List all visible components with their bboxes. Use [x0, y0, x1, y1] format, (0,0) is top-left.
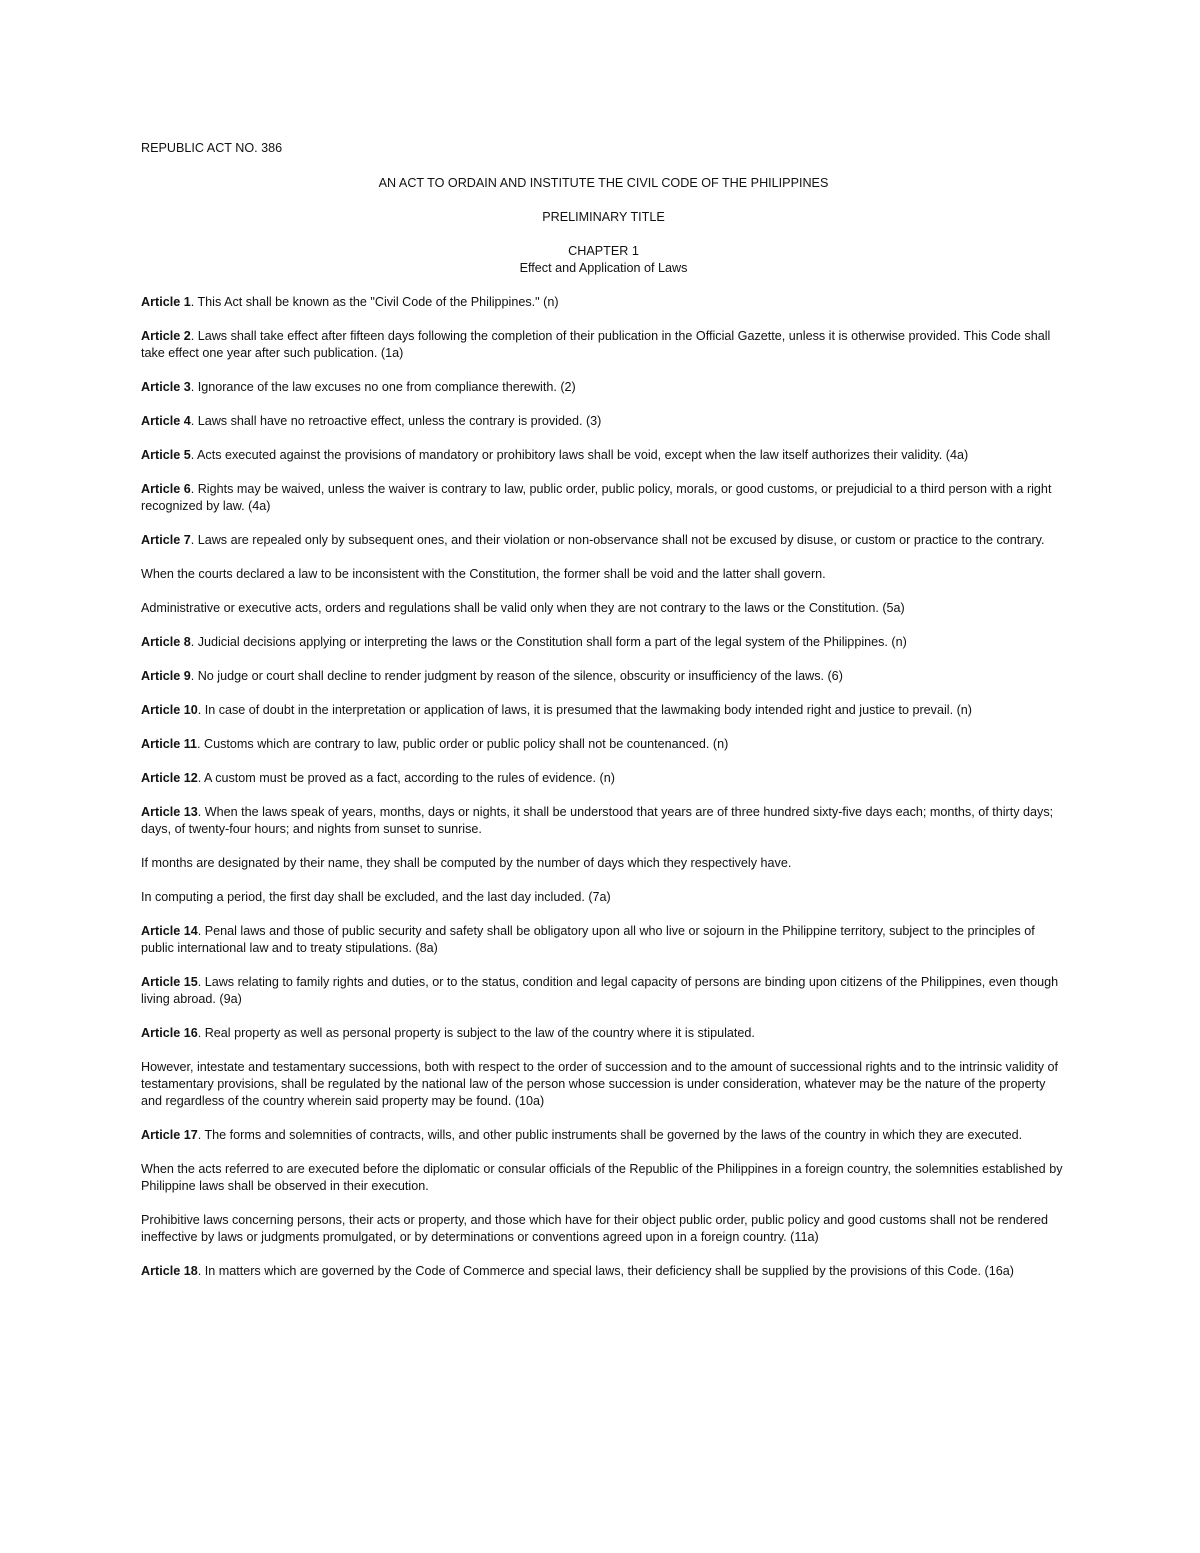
document-title: AN ACT TO ORDAIN AND INSTITUTE THE CIVIL CODE OF THE PHILIPPINES: [378, 176, 829, 190]
continuation-paragraph: [141, 600, 1066, 617]
continuation-paragraph: [141, 566, 1066, 583]
article-text: . Real property as well as personal property is subject to the law of the country where it is stipulated.: [197, 1026, 755, 1040]
article-label: Article 3: [141, 380, 191, 394]
article-label: Article 6: [141, 482, 191, 496]
article-text: When the courts declared a law to be inconsistent with the Constitution, the former shall be void and the latter shall govern.: [141, 567, 826, 581]
act-number: REPUBLIC ACT NO. 386: [141, 141, 283, 155]
article-text: . Laws shall have no retroactive effect, unless the contrary is provided. (3): [190, 414, 602, 428]
article-label: Article 18: [141, 1264, 198, 1278]
article-text: . Penal laws and those of public security and safety shall be obligatory upon all who live or sojourn in the Philippine territory, subject to the principles of public international law and to treaty stipulations. (8a): [141, 924, 1035, 955]
article-text: . Rights may be waived, unless the waiver is contrary to law, public order, public policy, morals, or good customs, or prejudicial to a third person with a right recognized by law. (4a): [141, 482, 1052, 513]
article-paragraph: [141, 481, 1066, 515]
article-paragraph: [141, 702, 1066, 719]
article-text: When the acts referred to are executed before the diplomatic or consular officials of the Republic of the Philippines in a foreign country, the solemnities established by Philippine laws shall be observed in their execution.: [141, 1162, 1063, 1193]
article-label: Article 13: [141, 805, 198, 819]
article-paragraph: [141, 668, 1066, 685]
article-text: Prohibitive laws concerning persons, their acts or property, and those which have for their object public order, public policy and good customs shall not be rendered ineffective by laws or judgments promulgated, or by determinations or conventions agreed upon in a foreign country. (11a): [141, 1213, 1049, 1244]
article-text: . A custom must be proved as a fact, according to the rules of evidence. (n): [197, 771, 615, 785]
article-label: Article 17: [141, 1128, 198, 1142]
article-paragraph: [141, 532, 1066, 549]
article-label: Article 7: [141, 533, 191, 547]
continuation-paragraph: [141, 1059, 1066, 1110]
chapter-heading: CHAPTER 1: [568, 244, 639, 258]
article-text: If months are designated by their name, they shall be computed by the number of days which they respectively have.: [141, 856, 792, 870]
continuation-paragraph: [141, 855, 1066, 872]
article-label: Article 5: [141, 448, 191, 462]
preliminary-title: PRELIMINARY TITLE: [542, 210, 665, 224]
article-paragraph: [141, 923, 1066, 957]
article-text: However, intestate and testamentary successions, both with respect to the order of succession and to the amount of successional rights and to the intrinsic validity of testamentary provisions, shall be regulated by the national law of the person whose succession is under consideration, whatever may be the nature of the property and regardless of the country wherein said property may be found. (10a): [141, 1060, 1059, 1108]
article-label: Article 8: [141, 635, 191, 649]
article-text: In computing a period, the first day shall be excluded, and the last day included. (7a): [141, 890, 611, 904]
article-text: . Laws shall take effect after fifteen days following the completion of their publication in the Official Gazette, unless it is otherwise provided. This Code shall take effect one year after such publication. (1a): [141, 329, 1051, 360]
article-label: Article 16: [141, 1026, 198, 1040]
chapter-title: Effect and Application of Laws: [519, 261, 688, 275]
article-paragraph: [141, 1025, 1066, 1042]
article-label: Article 2: [141, 329, 191, 343]
continuation-paragraph: [141, 889, 1066, 906]
article-paragraph: [141, 804, 1066, 838]
article-text: . In case of doubt in the interpretation or application of laws, it is presumed that the lawmaking body intended right and justice to prevail. (n): [197, 703, 972, 717]
article-text: . Judicial decisions applying or interpreting the laws or the Constitution shall form a part of the legal system of the Philippines. (n): [190, 635, 907, 649]
article-label: Article 4: [141, 414, 191, 428]
article-paragraph: [141, 974, 1066, 1008]
article-label: Article 10: [141, 703, 198, 717]
article-paragraph: [141, 736, 1066, 753]
article-text: . Laws relating to family rights and duties, or to the status, condition and legal capacity of persons are binding upon citizens of the Philippines, even though living abroad. (9a): [141, 975, 1059, 1006]
document-page: [141, 140, 1066, 1297]
article-text: Administrative or executive acts, orders and regulations shall be valid only when they are not contrary to the laws or the Constitution. (5a): [141, 601, 905, 615]
article-paragraph: [141, 770, 1066, 787]
article-label: Article 1: [141, 295, 191, 309]
article-paragraph: [141, 413, 1066, 430]
article-text: . No judge or court shall decline to render judgment by reason of the silence, obscurity or insufficiency of the laws. (6): [190, 669, 843, 683]
article-text: . In matters which are governed by the Code of Commerce and special laws, their deficiency shall be supplied by the provisions of this Code. (16a): [197, 1264, 1014, 1278]
article-paragraph: [141, 1127, 1066, 1144]
continuation-paragraph: [141, 1161, 1066, 1195]
article-text: . Laws are repealed only by subsequent ones, and their violation or non-observance shall not be excused by disuse, or custom or practice to the contrary.: [190, 533, 1045, 547]
article-label: Article 15: [141, 975, 198, 989]
article-text: . Customs which are contrary to law, public order or public policy shall not be countenanced. (n): [197, 737, 729, 751]
article-paragraph: [141, 1263, 1066, 1280]
article-label: Article 11: [141, 737, 198, 751]
article-paragraph: [141, 634, 1066, 651]
article-label: Article 14: [141, 924, 198, 938]
article-label: Article 12: [141, 771, 198, 785]
article-text: . Ignorance of the law excuses no one from compliance therewith. (2): [190, 380, 576, 394]
article-list: [141, 294, 1066, 1280]
article-text: . This Act shall be known as the "Civil Code of the Philippines." (n): [190, 295, 559, 309]
article-text: . Acts executed against the provisions of mandatory or prohibitory laws shall be void, except when the law itself authorizes their validity. (4a): [190, 448, 969, 462]
continuation-paragraph: [141, 1212, 1066, 1246]
article-text: . When the laws speak of years, months, days or nights, it shall be understood that years are of three hundred sixty-five days each; months, of thirty days; days, of twenty-four hours; and nights from sunset to sunrise.: [141, 805, 1054, 836]
article-label: Article 9: [141, 669, 191, 683]
article-paragraph: [141, 447, 1066, 464]
article-paragraph: [141, 328, 1066, 362]
article-paragraph: [141, 294, 1066, 311]
article-paragraph: [141, 379, 1066, 396]
article-text: . The forms and solemnities of contracts, wills, and other public instruments shall be governed by the laws of the country in which they are executed.: [197, 1128, 1023, 1142]
